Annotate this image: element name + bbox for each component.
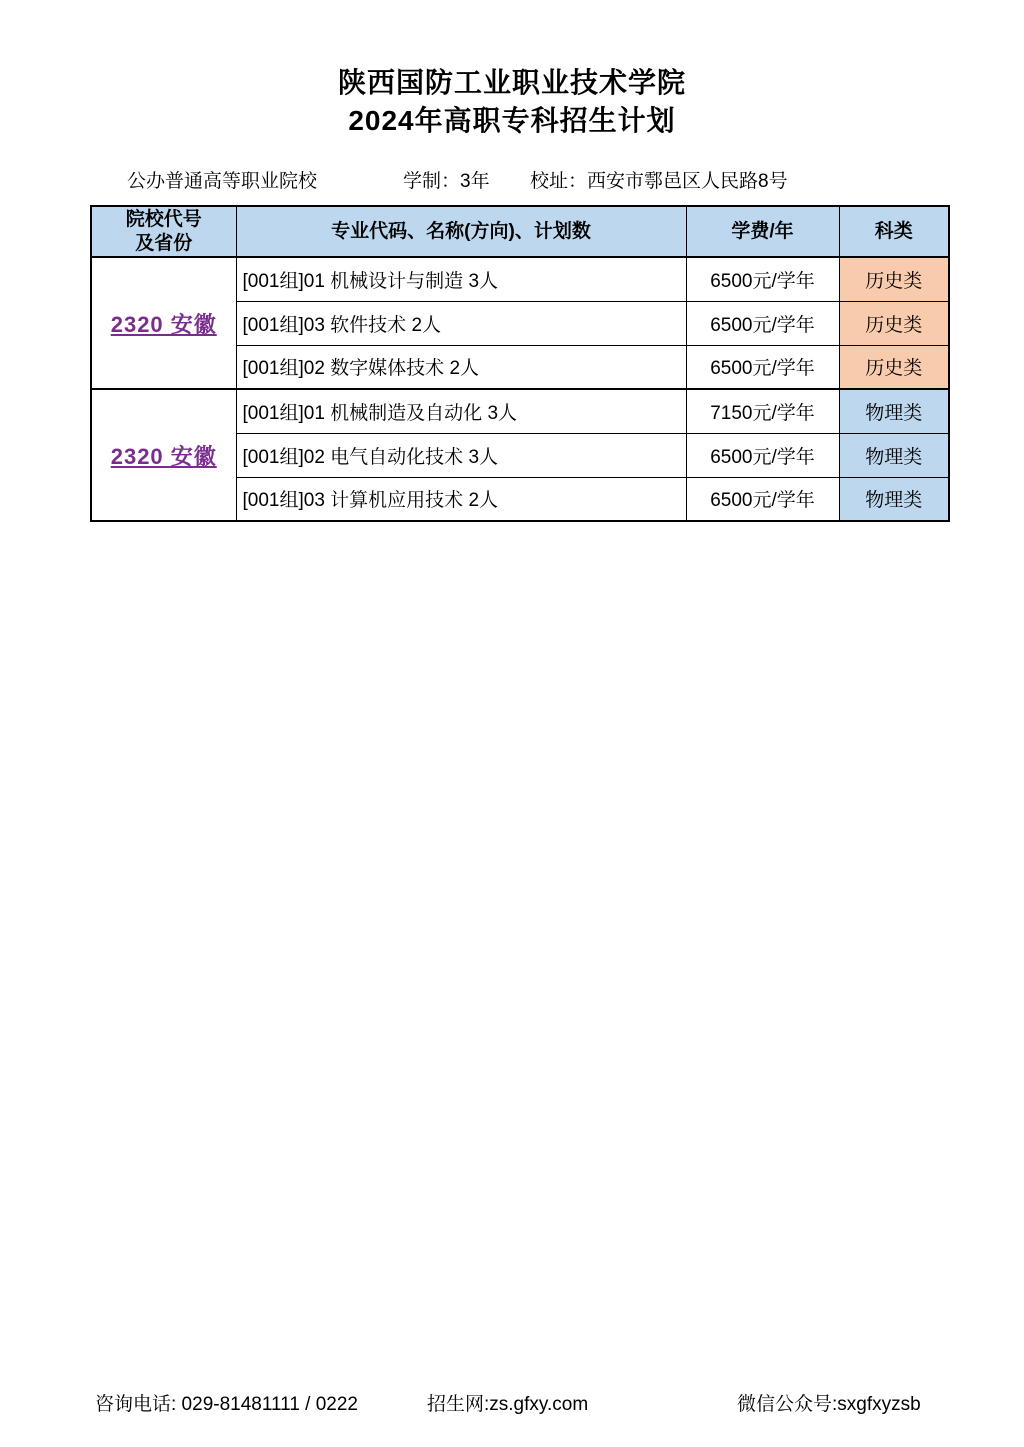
footer-phone: 咨询电话: 029-81481111 / 0222 <box>95 1394 358 1415</box>
fee-cell: 6500元/学年 <box>686 345 839 389</box>
group-cell-1 <box>91 257 236 389</box>
header-college-code-line2: 及省份 <box>135 232 193 254</box>
header-college-code-line1: 院校代号 <box>125 208 202 230</box>
footer-website: 招生网:zs.gfxy.com <box>427 1394 589 1415</box>
header-cell-fee: 学费/年 <box>686 206 839 257</box>
major-cell: [001组]01 机械制造及自动化 3人 <box>236 389 686 433</box>
group-code-link[interactable]: 2320 安徽 <box>110 311 217 337</box>
category-cell: 物理类 <box>839 433 949 477</box>
page-title: 陕西国防工业职业技术学院 <box>337 67 686 98</box>
header-cell-college-code <box>91 206 236 257</box>
table-header-row <box>91 206 949 257</box>
category-cell: 历史类 <box>839 257 949 301</box>
header-cell-category: 科类 <box>839 206 949 257</box>
table-row <box>91 257 949 301</box>
category-cell: 历史类 <box>839 301 949 345</box>
major-cell: [001组]03 计算机应用技术 2人 <box>236 477 686 521</box>
fee-cell: 6500元/学年 <box>686 477 839 521</box>
fee-cell: 6500元/学年 <box>686 257 839 301</box>
footer-wechat: 微信公众号:sxgfxyzsb <box>737 1394 921 1415</box>
major-cell: [001组]03 软件技术 2人 <box>236 301 686 345</box>
major-cell: [001组]02 电气自动化技术 3人 <box>236 433 686 477</box>
header-cell-major: 专业代码、名称(方向)、计划数 <box>236 206 686 257</box>
table-row <box>91 389 949 433</box>
group-code-link[interactable]: 2320 安徽 <box>110 443 217 469</box>
category-cell: 物理类 <box>839 389 949 433</box>
category-cell: 历史类 <box>839 345 949 389</box>
address-text: 校址：西安市鄠邑区人民路8号 <box>530 171 788 192</box>
major-cell: [001组]02 数字媒体技术 2人 <box>236 345 686 389</box>
category-cell: 物理类 <box>839 477 949 521</box>
school-info-line <box>0 169 1024 195</box>
fee-cell: 6500元/学年 <box>686 433 839 477</box>
duration-text: 学制：3年 <box>403 171 490 192</box>
major-cell: [001组]01 机械设计与制造 3人 <box>236 257 686 301</box>
footer-contact-line <box>0 1393 1024 1417</box>
fee-cell: 7150元/学年 <box>686 389 839 433</box>
page-title-block <box>0 64 1024 140</box>
group-cell-2 <box>91 389 236 521</box>
page-subtitle: 2024年高职专科招生计划 <box>348 105 676 136</box>
school-type-text: 公办普通高等职业院校 <box>127 171 318 192</box>
enrollment-plan-table <box>90 205 950 522</box>
fee-cell: 6500元/学年 <box>686 301 839 345</box>
